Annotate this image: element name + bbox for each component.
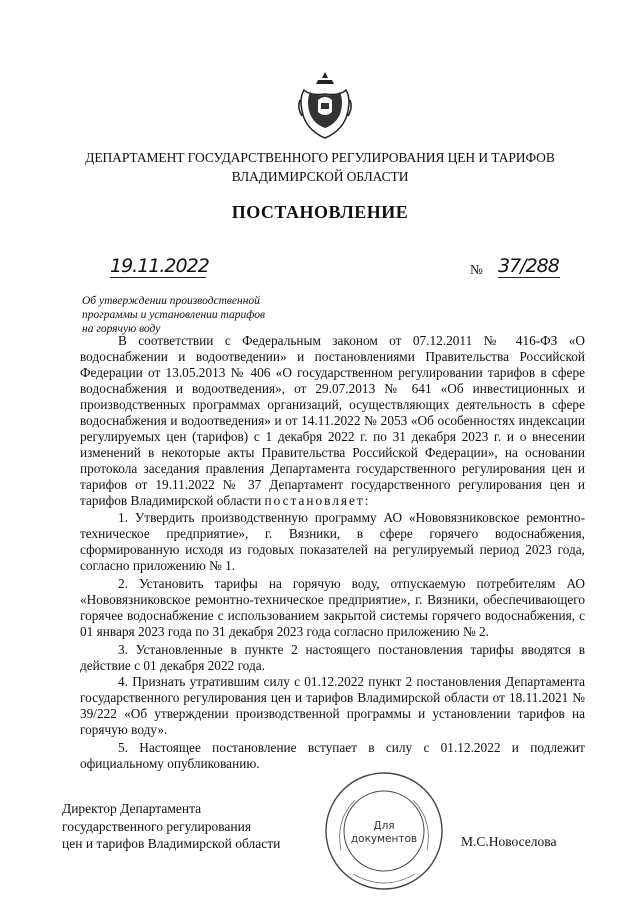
document-body	[80, 333, 585, 772]
item-1-paragraph: 1. Утвердить производственную программу АО «Нововязниковское ремонтно-техническое предприятие», г. Вязники, в сфере горячего водоснабжения, сформированную исходя из годовых показателей на регулируемый период 2023 года, согласно приложению № 1.	[80, 509, 585, 573]
item-5-paragraph: 5. Настоящее постановление вступает в силу с 01.12.2022 и подлежит официальному опубликованию.	[80, 740, 585, 772]
department-name-line1: ДЕПАРТАМЕНТ ГОСУДАРСТВЕННОГО РЕГУЛИРОВАНИЯ ЦЕН И ТАРИФОВ	[85, 150, 555, 165]
preamble-paragraph: В соответствии с Федеральным законом от 07.12.2011 № 416-ФЗ «О водоснабжении и водоотведении» и постановлениями Правительства Российской Федерации от 13.05.2013 № 406 «О государственном регулировании тарифов в сфере водоснабжения и водоотведения», от 29.07.2013 № 641 «Об инвестиционных и производственных программах организаций, осуществляющих деятельность в сфере водоснабжения и водоотведения» и от 14.11.2022 № 2053 «Об особенностях индексации регулируемых цен (тарифов) с 1 декабря 2022 г. по 31 декабря 2023 г. и о внесении изменений в некоторые акты Правительства Российской Федерации», на основании протокола заседания правления Департамента государственного регулирования цен и тарифов от 19.11.2022 № 37 Департамент государственного регулирования цен и тарифов Владимирской области постановляет:	[80, 333, 585, 509]
coat-of-arms-emblem	[296, 70, 354, 142]
signature-title-line: цен и тарифов Владимирской области	[62, 836, 281, 851]
signer-name: М.С.Новоселова	[461, 834, 557, 849]
item-3-paragraph: 3. Установленные в пункте 2 настоящего постановления тарифы вводятся в действие с 01 декабря 2022 года.	[80, 641, 585, 673]
item-2-paragraph: 2. Установить тарифы на горячую воду, отпускаемую потребителям АО «Нововязниковское ремонтно-техническое предприятие», г. Вязники, обеспечивающего горячее водоснабжение с использованием закрытой системы горячего водоснабжения, с 01 января 2023 года по 31 декабря 2023 года согласно приложению № 2.	[80, 575, 585, 639]
document-number: 37/288	[498, 255, 559, 277]
signature-title-line: государственного регулирования	[62, 818, 252, 834]
number-label: №	[470, 262, 483, 277]
document-type-title: ПОСТАНОВЛЕНИЕ	[231, 202, 409, 222]
department-name-line2: ВЛАДИМИРСКОЙ ОБЛАСТИ	[231, 169, 409, 184]
decree-word: постановляет:	[264, 493, 371, 509]
item-4-paragraph: 4. Признать утратившим силу с 01.12.2022 пункт 2 постановления Департамента государственного регулирования цен и тарифов Владимирской области от 18.11.2021 № 39/222 «Об утверждении производственной программы и установлении тарифов на горячую воду».	[80, 673, 585, 738]
subject-line: на горячую воду	[82, 323, 161, 335]
subject-heading	[82, 294, 292, 336]
signature-title-line: Директор Департамента	[62, 801, 202, 816]
stamp-center-text: Для документов	[350, 820, 418, 845]
subject-line: программы и установлении тарифов	[82, 309, 265, 321]
subject-line: Об утверждении производственной	[82, 295, 260, 307]
signature-title-block	[62, 800, 280, 853]
document-date: 19.11.2022	[110, 255, 209, 277]
